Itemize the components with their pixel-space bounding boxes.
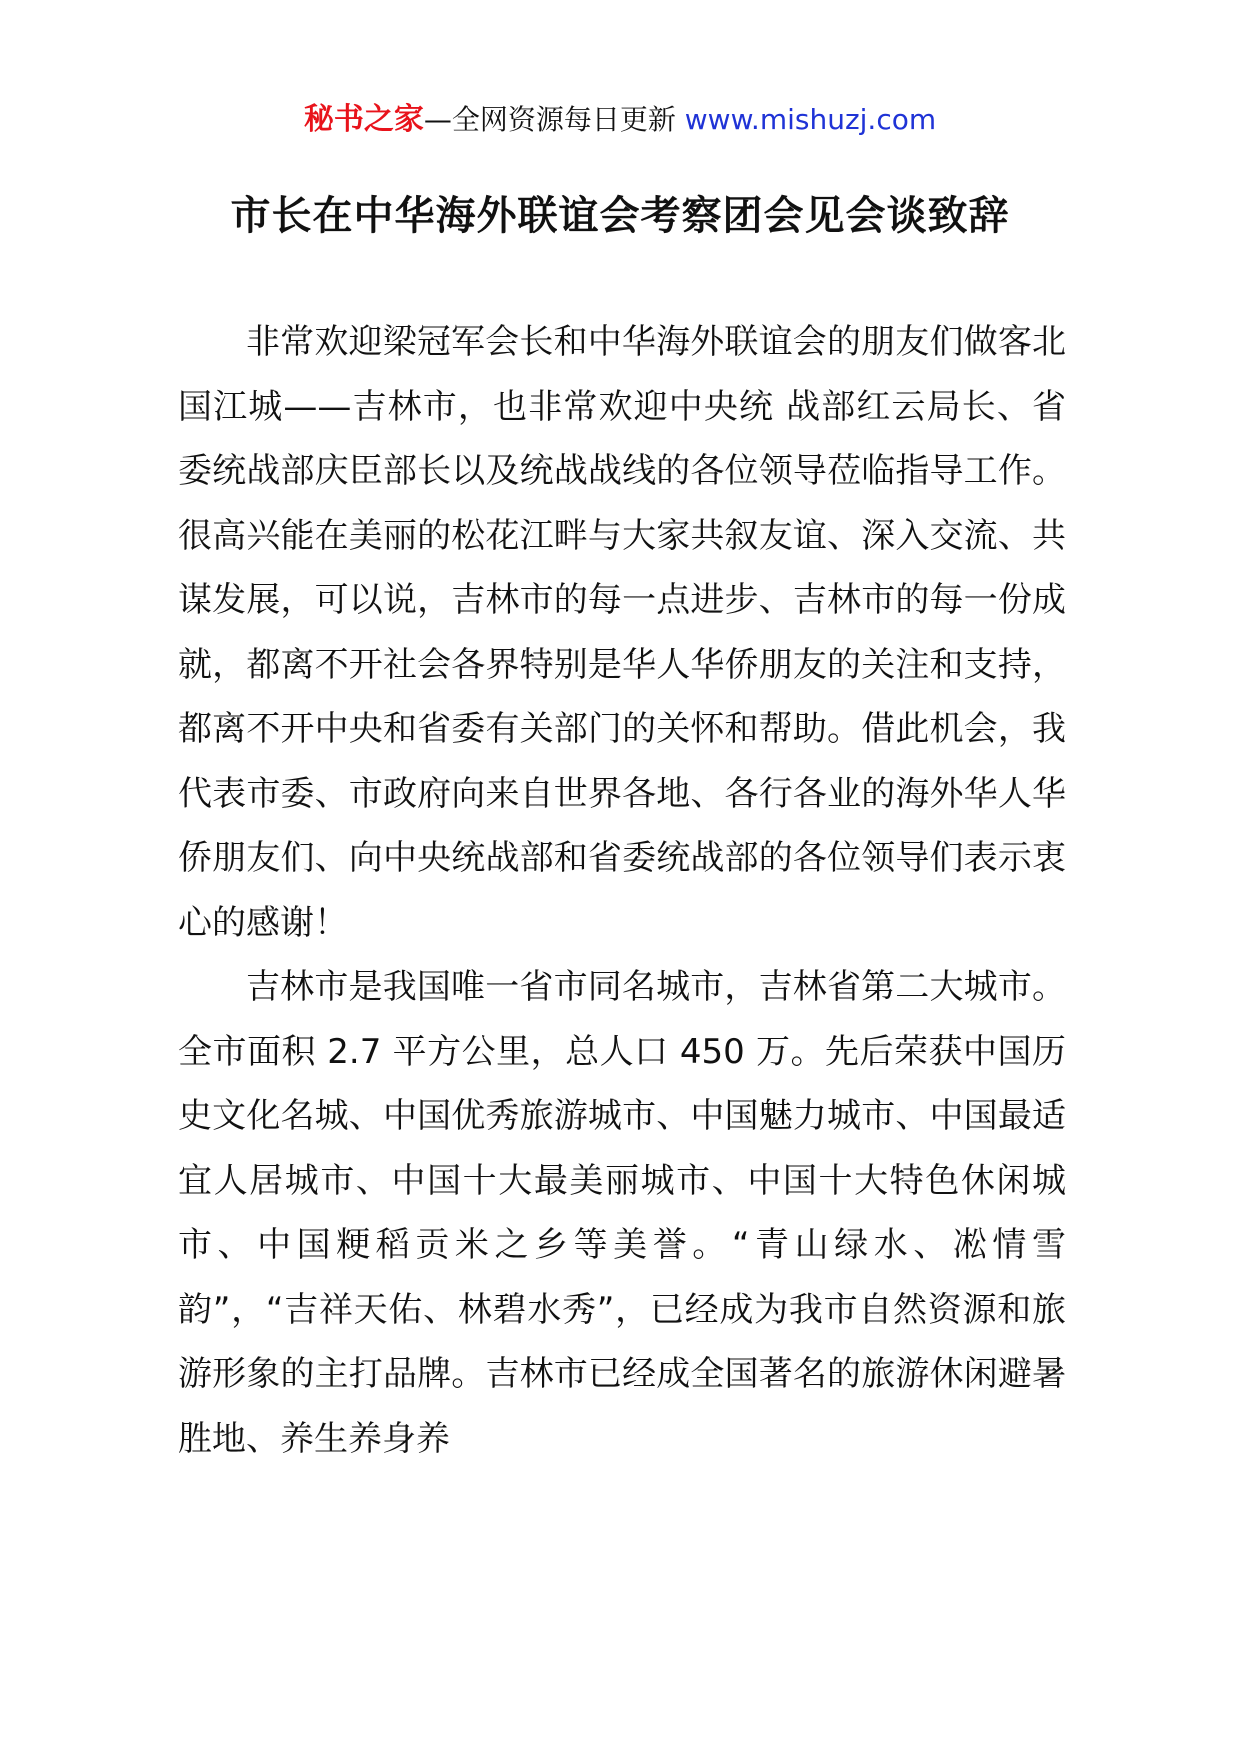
document-title: 市长在中华海外联谊会考察团会见会谈致辞 <box>230 193 1010 239</box>
document-body <box>178 310 1066 1471</box>
site-banner <box>0 100 1240 140</box>
site-brand: 秘书之家 <box>303 102 424 137</box>
site-url-link[interactable]: www.mishuzj.com <box>684 103 937 136</box>
paragraph: 吉林市是我国唯一省市同名城市，吉林省第二大城市。全市面积 2.7 平方公里，总人口 450 万。先后荣获中国历史文化名城、中国优秀旅游城市、中国魅力城市、中国最适宜人居城市、中国十大最美丽城市、中国十大特色休闲城市、中国粳稻贡米之乡等美誉。“青山绿水、凇情雪韵”，“吉祥天佑、林碧水秀”，已经成为我市自然资源和旅游形象的主打品牌。吉林市已经成全国著名的旅游休闲避暑胜地、养生养身养 <box>178 967 1066 1459</box>
paragraph: 非常欢迎梁冠军会长和中华海外联谊会的朋友们做客北国江城——吉林市，也非常欢迎中央统 战部红云局长、省委统战部庆臣部长以及统战战线的各位领导莅临指导工作。很高兴能在美丽的松花江畔与大家共叙友谊、深入交流、共谋发展，可以说，吉林市的每一点进步、吉林市的每一份成就，都离不开社会各界特别是华人华侨朋友的关注和支持，都离不开中央和省委有关部门的关怀和帮助。借此机会，我代表市委、市政府向来自世界各地、各行各业的海外华人华侨朋友们、向中央统战部和省委统战部的各位领导们表示衷心的感谢！ <box>178 322 1066 943</box>
site-tagline: —全网资源每日更新 <box>423 103 685 136</box>
